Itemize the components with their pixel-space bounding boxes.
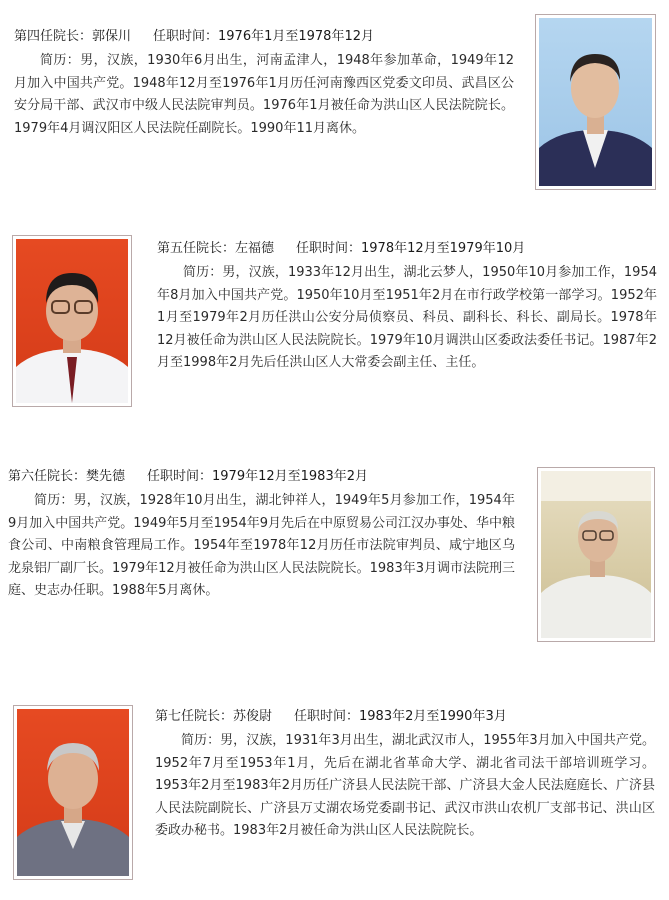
entry-6 <box>8 468 515 603</box>
entry-title: 第四任院长：郭保川 <box>14 29 132 44</box>
entry-term: 任职时间：1978年12月至1979年10月 <box>296 241 526 256</box>
portrait-figure <box>17 709 129 876</box>
entry-bio: 简历：男，汉族，1930年6月出生，河南孟津人，1948年参加革命，1949年12月加入中国共产党。1948年12月至1976年1月历任河南豫西区党委文印员、武昌区公安分局干部、武汉市中级人民法院审判员。1976年1月被任命为洪山区人民法院院长。1979年4月调汉阳区人民法院任副院长。1990年11月离休。 <box>14 53 514 136</box>
entry-title: 第七任院长：苏俊尉 <box>155 709 273 724</box>
entry-term: 任职时间：1983年2月至1990年3月 <box>294 709 507 724</box>
portrait-figure <box>16 239 128 403</box>
entry-heading <box>157 240 657 258</box>
entry-term: 任职时间：1976年1月至1978年12月 <box>153 29 374 44</box>
entry-4 <box>14 28 514 140</box>
entry-heading <box>8 468 515 486</box>
entry-bio: 简历：男，汉族，1928年10月出生，湖北钟祥人，1949年5月参加工作，1954年9月加入中国共产党。1949年5月至1954年9月先后在中原贸易公司江汉办事处、华中粮食公司、中南粮食管理局工作。1954年至1978年12月历任市法院审判员、咸宁地区乌龙泉铝厂副厂长。1979年12月被任命为洪山区人民法院院长。1983年3月调市法院刑三庭、史志办任职。1988年5月离休。 <box>8 493 515 598</box>
entry-heading <box>14 28 514 46</box>
entry-5 <box>157 240 657 375</box>
portrait-photo <box>12 235 132 407</box>
entry-bio: 简历：男，汉族，1933年12月出生，湖北云梦人，1950年10月参加工作，1954年8月加入中国共产党。1950年10月至1951年2月在市行政学校第一部学习。1952年1月至1979年2月历任洪山公安分局侦察员、科员、副科长、科长、副局长。1978年12月被任命为洪山区人民法院院长。1979年10月调洪山区委政法委任书记。1987年2月至1998年2月先后任洪山区人大常委会副主任、主任。 <box>157 265 657 370</box>
portrait-figure <box>539 18 652 186</box>
portrait-photo <box>535 14 656 190</box>
entry-term: 任职时间：1979年12月至1983年2月 <box>147 469 368 484</box>
portrait-photo <box>13 705 133 880</box>
entry-title: 第六任院长：樊先德 <box>8 469 126 484</box>
portrait-photo <box>537 467 655 642</box>
entry-title: 第五任院长：左福德 <box>157 241 275 256</box>
entry-7 <box>155 708 655 843</box>
entry-bio: 简历：男，汉族，1931年3月出生，湖北武汉市人，1955年3月加入中国共产党。1952年7月至1953年1月，先后在湖北省革命大学、湖北省司法干部培训班学习。1953年2月至1983年2月历任广济县人民法院干部、广济县大金人民法庭庭长、广济县人民法院副院长、广济县万丈湖农场党委副书记、武汉市洪山农机厂支部书记、洪山区委政办秘书。1983年2月被任命为洪山区人民法院院长。 <box>155 733 655 838</box>
portrait-figure <box>541 471 651 638</box>
entry-heading <box>155 708 655 726</box>
